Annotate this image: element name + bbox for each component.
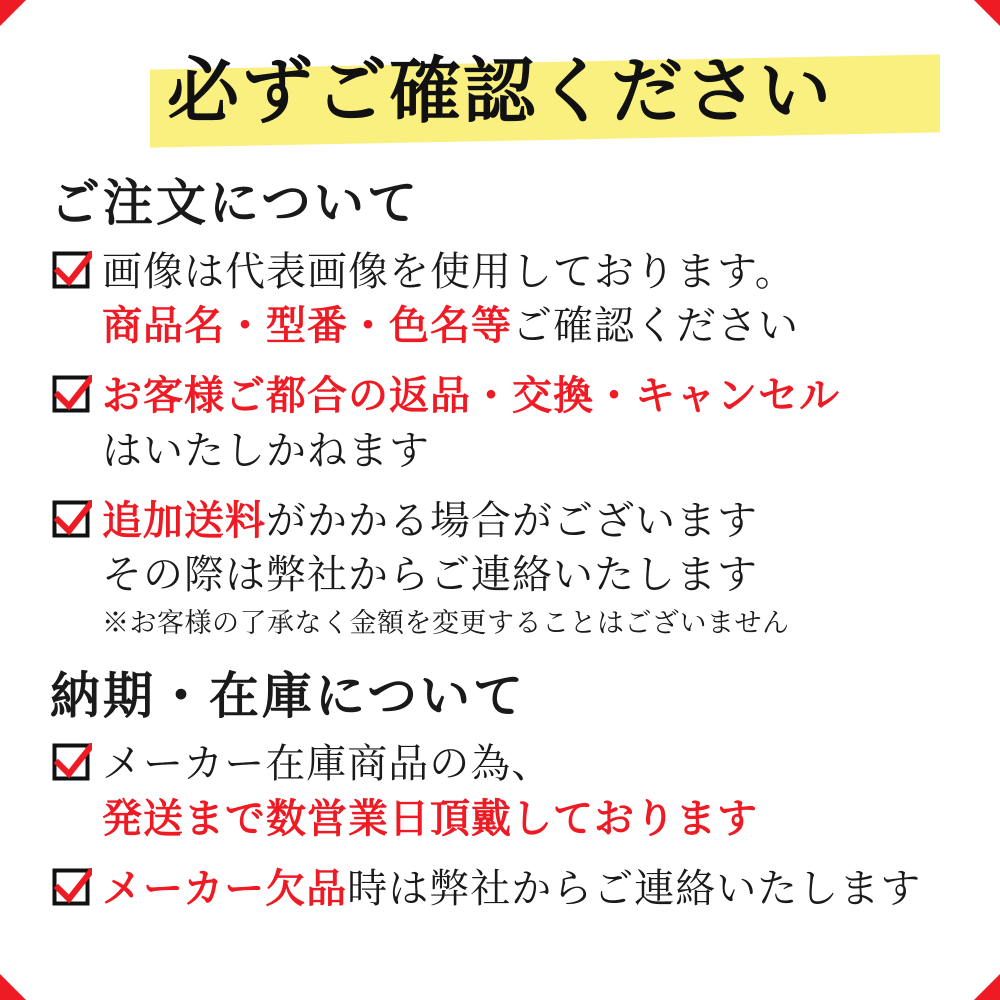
checkbox-checked-icon — [52, 868, 92, 908]
notice-item-lines — [102, 369, 956, 478]
notice-item-lines — [102, 737, 956, 846]
notice-line — [102, 299, 956, 353]
notice-line — [102, 424, 956, 478]
sections-container — [44, 172, 956, 916]
notice-item — [52, 369, 956, 478]
notice-text: がかかる場合がございます — [266, 498, 758, 544]
notice-text: メーカー在庫商品の為、 — [102, 741, 553, 787]
notice-text: 画像は代表画像を使用しております。 — [102, 248, 796, 294]
notice-line — [102, 792, 956, 846]
notice-line — [102, 494, 956, 548]
checkbox-checked-icon — [52, 743, 92, 783]
notice-text: メーカー欠品 — [102, 865, 348, 911]
corner-accent-bottom-left — [0, 974, 26, 1000]
notice-line — [102, 548, 956, 602]
checkbox-checked-icon — [52, 375, 92, 415]
checkbox-checked-icon — [52, 500, 92, 540]
notice-item-lines — [102, 494, 956, 643]
notice-text: 時は弊社からご連絡いたします — [347, 865, 922, 911]
notice-text: はいたしかねます — [102, 427, 430, 473]
notice-line — [102, 245, 956, 299]
page-title: 必ずご確認ください — [166, 52, 833, 132]
corner-accent-top-right — [974, 0, 1000, 26]
notice-text: 追加送料 — [102, 498, 266, 544]
notice-item — [52, 245, 956, 354]
notice-item-lines — [102, 862, 956, 916]
checkbox-checked-icon — [52, 251, 92, 291]
notice-item-lines — [102, 245, 956, 354]
section-title: 納期・在庫について — [50, 667, 526, 724]
notice-text: その際は弊社からご連絡いたします — [102, 552, 758, 598]
notice-text: 発送まで数営業日頂戴しております — [102, 795, 758, 841]
notice-line — [102, 737, 956, 791]
notice-line — [102, 862, 956, 916]
corner-accent-top-left — [0, 0, 26, 26]
corner-accent-bottom-right — [974, 974, 1000, 1000]
notice-footnote: ※お客様の了承なく金額を変更することはございません — [102, 607, 790, 638]
notice-item — [52, 494, 956, 643]
headline-block — [44, 40, 956, 148]
notice-text: ご確認ください — [512, 302, 799, 348]
notice-line — [102, 369, 956, 423]
notice-text: お客様ご都合の返品・交換・キャンセル — [102, 373, 840, 419]
section-title: ご注文について — [50, 175, 420, 231]
notice-text: 商品名・型番・色名等 — [102, 302, 512, 348]
notice-item — [52, 862, 956, 916]
notice-item — [52, 737, 956, 846]
